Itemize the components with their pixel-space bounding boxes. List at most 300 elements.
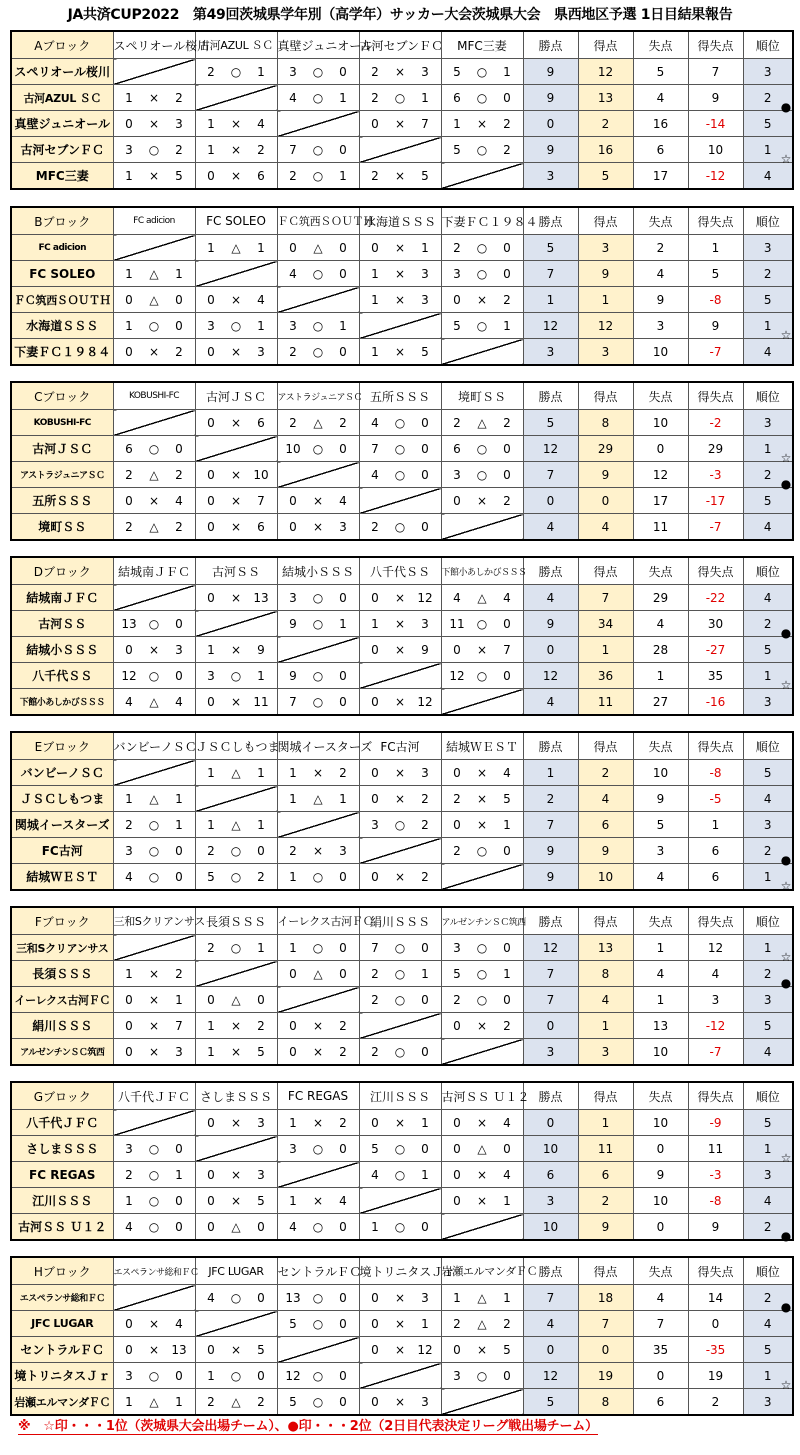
- goal-count: 3: [453, 467, 461, 482]
- match-result: [195, 1363, 277, 1389]
- rank: 5: [743, 488, 793, 514]
- stat-header: 失点: [633, 1082, 688, 1110]
- goal-count: 13: [253, 590, 269, 605]
- goal-count: 0: [339, 694, 347, 709]
- result-symbol: ○: [148, 1368, 160, 1383]
- team-name: 下館小あしかびＳＳＳ: [11, 689, 113, 716]
- stat-header: 得失点: [688, 382, 743, 410]
- goal-count: 2: [503, 116, 511, 131]
- goals-for: 7: [578, 1311, 633, 1337]
- result-symbol: △: [231, 1394, 241, 1409]
- goal-count: 2: [453, 992, 461, 1007]
- result-symbol: ○: [148, 318, 160, 333]
- match-result: [277, 689, 359, 716]
- goal-count: 0: [175, 1219, 183, 1234]
- goal-count: 0: [257, 1219, 265, 1234]
- goal-count: 3: [289, 64, 297, 79]
- result-symbol: ×: [394, 240, 406, 255]
- stat-header: 順位: [743, 207, 793, 235]
- self-match-diagonal: [113, 1110, 195, 1136]
- result-symbol: ×: [394, 1394, 406, 1409]
- match-result: [359, 111, 441, 137]
- stat-header: 順位: [743, 732, 793, 760]
- win-points: 4: [523, 585, 578, 611]
- goal-count: 1: [125, 318, 133, 333]
- goal-difference: -7: [688, 514, 743, 541]
- team-row: [11, 1136, 793, 1162]
- goal-count: 1: [289, 869, 297, 884]
- goal-count: 2: [125, 817, 133, 832]
- goals-against: 1: [633, 987, 688, 1013]
- goal-count: 0: [125, 1018, 133, 1033]
- goal-count: 12: [417, 590, 433, 605]
- team-row: [11, 1162, 793, 1188]
- stat-header: 得点: [578, 732, 633, 760]
- match-result: [113, 786, 195, 812]
- self-match-diagonal: [441, 339, 523, 366]
- rank: 2: [743, 961, 793, 987]
- stat-header: 得失点: [688, 557, 743, 585]
- goal-count: 0: [339, 1141, 347, 1156]
- goal-count: 2: [339, 765, 347, 780]
- match-result: [359, 1389, 441, 1416]
- goal-count: 3: [421, 266, 429, 281]
- match-result: [195, 1162, 277, 1188]
- result-symbol: ×: [230, 590, 242, 605]
- self-match-diagonal: [359, 838, 441, 864]
- stat-header: 失点: [633, 207, 688, 235]
- goal-count: 0: [421, 441, 429, 456]
- goals-for: 6: [578, 812, 633, 838]
- goals-against: 3: [633, 313, 688, 339]
- match-result: [441, 488, 523, 514]
- rank: 1: [743, 137, 793, 163]
- goals-for: 0: [578, 488, 633, 514]
- rank: 3: [743, 689, 793, 716]
- goal-difference: -27: [688, 637, 743, 663]
- rank: 5: [743, 637, 793, 663]
- goal-count: 2: [503, 1316, 511, 1331]
- goal-count: 2: [421, 869, 429, 884]
- rank: 4: [743, 1039, 793, 1066]
- goal-count: 2: [289, 415, 297, 430]
- goals-against: 13: [633, 1013, 688, 1039]
- result-symbol: ○: [394, 1167, 406, 1182]
- goal-count: 5: [207, 869, 215, 884]
- goal-count: 1: [503, 1290, 511, 1305]
- match-result: [441, 838, 523, 864]
- goal-count: 12: [449, 668, 465, 683]
- goal-count: 2: [257, 142, 265, 157]
- goal-count: 5: [421, 168, 429, 183]
- team-name: ＦＣ筑西ＳＯＵＴＨ: [11, 287, 113, 313]
- first-place-star-icon: ☆: [780, 1378, 792, 1392]
- goal-difference: 14: [688, 1285, 743, 1311]
- team-name: 古河ＪＳＣ: [11, 436, 113, 462]
- goals-against: 4: [633, 1285, 688, 1311]
- goals-against: 11: [633, 514, 688, 541]
- goal-count: 2: [371, 966, 379, 981]
- result-symbol: ×: [230, 1342, 242, 1357]
- goal-count: 0: [453, 1342, 461, 1357]
- goal-count: 0: [421, 1141, 429, 1156]
- opponent-header: 結城ＷＥＳＴ: [441, 732, 523, 760]
- rank: 3: [743, 1389, 793, 1416]
- match-result: [441, 611, 523, 637]
- goal-count: 0: [175, 843, 183, 858]
- goal-count: 1: [207, 116, 215, 131]
- result-symbol: ×: [230, 642, 242, 657]
- opponent-header: ＪＳＣしもつま: [195, 732, 277, 760]
- goal-count: 2: [125, 467, 133, 482]
- self-match-diagonal: [359, 1013, 441, 1039]
- rank: 2: [743, 1285, 793, 1311]
- team-row: [11, 488, 793, 514]
- match-result: [359, 287, 441, 313]
- second-place-dot-icon: ●: [780, 477, 792, 491]
- goal-count: 0: [453, 817, 461, 832]
- match-result: [277, 163, 359, 190]
- second-place-dot-icon: ●: [780, 626, 792, 640]
- result-symbol: △: [149, 266, 159, 281]
- match-result: [277, 1311, 359, 1337]
- self-match-diagonal: [195, 786, 277, 812]
- first-place-star-icon: ☆: [780, 451, 792, 465]
- result-symbol: ○: [148, 668, 160, 683]
- team-name: 江川ＳＳＳ: [11, 1188, 113, 1214]
- block-header-row: [11, 382, 793, 410]
- team-name: 真壁ジュニオール: [11, 111, 113, 137]
- second-place-dot-icon: ●: [780, 100, 792, 114]
- block-header-row: [11, 1082, 793, 1110]
- opponent-header: アルゼンチンＳＣ筑西: [441, 907, 523, 935]
- goal-difference: 0: [688, 1311, 743, 1337]
- goal-count: 0: [371, 1115, 379, 1130]
- goal-count: 0: [175, 318, 183, 333]
- result-symbol: ×: [476, 642, 488, 657]
- result-symbol: ×: [230, 1193, 242, 1208]
- result-symbol: ○: [312, 1219, 324, 1234]
- result-symbol: ○: [148, 142, 160, 157]
- match-result: [113, 287, 195, 313]
- win-points: 10: [523, 1214, 578, 1241]
- match-result: [113, 1214, 195, 1241]
- stat-header: 失点: [633, 1257, 688, 1285]
- goal-count: 1: [257, 940, 265, 955]
- result-symbol: ×: [148, 966, 160, 981]
- goal-count: 6: [453, 441, 461, 456]
- self-match-diagonal: [277, 287, 359, 313]
- rank: 5: [743, 760, 793, 786]
- match-result: [195, 1214, 277, 1241]
- goal-count: 0: [207, 292, 215, 307]
- goal-count: 1: [289, 791, 297, 806]
- goals-against: 4: [633, 864, 688, 891]
- goal-difference: 4: [688, 961, 743, 987]
- goal-count: 0: [503, 1141, 511, 1156]
- goal-count: 0: [339, 869, 347, 884]
- goal-count: 1: [371, 344, 379, 359]
- result-symbol: ○: [394, 1141, 406, 1156]
- match-result: [359, 760, 441, 786]
- win-points: 5: [523, 410, 578, 436]
- team-row: [11, 961, 793, 987]
- stat-header: 失点: [633, 557, 688, 585]
- goals-for: 1: [578, 1013, 633, 1039]
- opponent-header: スペリオール桜川: [113, 31, 195, 59]
- win-points: 4: [523, 689, 578, 716]
- goal-count: 9: [257, 642, 265, 657]
- result-symbol: ○: [394, 940, 406, 955]
- opponent-header: 三和Sクリアンサス: [113, 907, 195, 935]
- win-points: 7: [523, 961, 578, 987]
- opponent-header: 境町ＳＳ: [441, 382, 523, 410]
- team-name: 八千代ＳＳ: [11, 663, 113, 689]
- goals-against: 5: [633, 59, 688, 85]
- result-symbol: ×: [148, 1342, 160, 1357]
- goal-count: 3: [421, 1290, 429, 1305]
- team-row: [11, 786, 793, 812]
- goals-against: 1: [633, 663, 688, 689]
- match-result: [195, 864, 277, 891]
- goal-count: 1: [207, 642, 215, 657]
- goals-for: 7: [578, 585, 633, 611]
- goal-count: 0: [421, 940, 429, 955]
- match-result: [113, 1337, 195, 1363]
- goal-count: 3: [125, 843, 133, 858]
- goal-count: 1: [339, 318, 347, 333]
- result-symbol: ×: [394, 616, 406, 631]
- goals-against: 4: [633, 611, 688, 637]
- goal-count: 2: [289, 344, 297, 359]
- team-row: [11, 410, 793, 436]
- win-points: 12: [523, 1363, 578, 1389]
- goal-count: 4: [257, 116, 265, 131]
- goal-count: 0: [207, 467, 215, 482]
- match-result: [277, 585, 359, 611]
- team-row: [11, 436, 793, 462]
- stat-header: 順位: [743, 557, 793, 585]
- opponent-header: 古河AZUL ＳＣ: [195, 31, 277, 59]
- goal-count: 7: [289, 142, 297, 157]
- self-match-diagonal: [277, 462, 359, 488]
- stat-header: 順位: [743, 31, 793, 59]
- goal-count: 1: [289, 1193, 297, 1208]
- match-result: [441, 287, 523, 313]
- result-symbol: ○: [230, 668, 242, 683]
- team-row: [11, 1013, 793, 1039]
- goal-count: 0: [421, 415, 429, 430]
- match-result: [195, 1337, 277, 1363]
- result-symbol: ×: [312, 1193, 324, 1208]
- goals-for: 11: [578, 689, 633, 716]
- goal-difference: 2: [688, 1389, 743, 1416]
- goal-count: 7: [371, 441, 379, 456]
- stat-header: 勝点: [523, 31, 578, 59]
- match-result: [195, 339, 277, 366]
- match-result: [277, 85, 359, 111]
- result-symbol: ○: [476, 240, 488, 255]
- match-result: [113, 313, 195, 339]
- match-result: [113, 436, 195, 462]
- goal-count: 3: [453, 266, 461, 281]
- match-result: [359, 1039, 441, 1066]
- match-result: [277, 59, 359, 85]
- stat-header: 勝点: [523, 382, 578, 410]
- result-symbol: ×: [394, 642, 406, 657]
- goals-for: 19: [578, 1363, 633, 1389]
- match-result: [277, 488, 359, 514]
- result-symbol: ×: [394, 590, 406, 605]
- goal-count: 3: [421, 616, 429, 631]
- goal-count: 1: [125, 266, 133, 281]
- match-result: [195, 838, 277, 864]
- match-result: [359, 235, 441, 261]
- goals-against: 4: [633, 961, 688, 987]
- goal-count: 5: [257, 1342, 265, 1357]
- goal-count: 0: [175, 441, 183, 456]
- result-symbol: ○: [148, 1219, 160, 1234]
- team-name: 三和Sクリアンサス: [11, 935, 113, 961]
- goal-count: 13: [121, 616, 137, 631]
- stat-header: 得失点: [688, 31, 743, 59]
- match-result: [277, 137, 359, 163]
- team-row: [11, 611, 793, 637]
- goal-count: 0: [371, 765, 379, 780]
- goal-count: 1: [175, 1167, 183, 1182]
- goal-count: 3: [421, 64, 429, 79]
- goal-count: 2: [125, 519, 133, 534]
- team-name: イーレクス古河ＦＣ: [11, 987, 113, 1013]
- match-result: [277, 339, 359, 366]
- goal-count: 0: [371, 1290, 379, 1305]
- goal-count: 3: [125, 142, 133, 157]
- opponent-header: FC SOLEO: [195, 207, 277, 235]
- goal-count: 0: [371, 590, 379, 605]
- page-title: JA共済CUP2022 第49回茨城県学年別（高学年）サッカー大会茨城県大会 県西地区予選 1日目結果報告: [67, 7, 733, 23]
- win-points: 4: [523, 1311, 578, 1337]
- win-points: 0: [523, 111, 578, 137]
- win-points: 0: [523, 637, 578, 663]
- block-header-row: [11, 732, 793, 760]
- stat-header: 得失点: [688, 1257, 743, 1285]
- result-symbol: ○: [230, 843, 242, 858]
- goal-difference: 29: [688, 436, 743, 462]
- stat-header: 勝点: [523, 557, 578, 585]
- result-symbol: ×: [148, 90, 160, 105]
- goal-count: 2: [453, 791, 461, 806]
- match-result: [195, 812, 277, 838]
- goal-count: 3: [421, 292, 429, 307]
- result-symbol: ×: [394, 869, 406, 884]
- goal-difference: -7: [688, 1039, 743, 1066]
- team-row: [11, 1337, 793, 1363]
- self-match-diagonal: [441, 163, 523, 190]
- team-name: 長須ＳＳＳ: [11, 961, 113, 987]
- self-match-diagonal: [113, 935, 195, 961]
- block-table: [10, 206, 794, 366]
- team-row: [11, 838, 793, 864]
- rank: 2: [743, 462, 793, 488]
- result-symbol: ×: [394, 64, 406, 79]
- win-points: 7: [523, 261, 578, 287]
- match-result: [195, 689, 277, 716]
- team-name: 岩瀬エルマンダＦＣ: [11, 1389, 113, 1416]
- second-place-dot-icon: ●: [780, 853, 792, 867]
- result-symbol: ○: [148, 441, 160, 456]
- rank: 1: [743, 663, 793, 689]
- result-symbol: ×: [230, 415, 242, 430]
- result-symbol: ○: [312, 168, 324, 183]
- goal-count: 0: [339, 64, 347, 79]
- result-symbol: ×: [476, 765, 488, 780]
- block-name: Bブロック: [11, 207, 113, 235]
- result-symbol: ○: [148, 843, 160, 858]
- goal-count: 0: [257, 843, 265, 858]
- self-match-diagonal: [113, 1285, 195, 1311]
- match-result: [359, 987, 441, 1013]
- goals-for: 18: [578, 1285, 633, 1311]
- opponent-header: 絹川ＳＳＳ: [359, 907, 441, 935]
- goals-against: 29: [633, 585, 688, 611]
- result-symbol: ×: [394, 168, 406, 183]
- result-symbol: ×: [312, 843, 324, 858]
- self-match-diagonal: [441, 1214, 523, 1241]
- match-result: [113, 663, 195, 689]
- opponent-header: JFC LUGAR: [195, 1257, 277, 1285]
- goal-count: 0: [257, 1290, 265, 1305]
- goal-count: 1: [421, 1115, 429, 1130]
- win-points: 0: [523, 1110, 578, 1136]
- match-result: [113, 987, 195, 1013]
- block-header-row: [11, 207, 793, 235]
- goal-count: 4: [289, 266, 297, 281]
- result-symbol: ○: [312, 441, 324, 456]
- result-symbol: ×: [230, 292, 242, 307]
- goal-count: 12: [121, 668, 137, 683]
- result-symbol: ×: [230, 168, 242, 183]
- goal-count: 4: [453, 590, 461, 605]
- team-row: [11, 1110, 793, 1136]
- goal-count: 2: [339, 1115, 347, 1130]
- goals-against: 28: [633, 637, 688, 663]
- goal-count: 13: [285, 1290, 301, 1305]
- goal-difference: 7: [688, 59, 743, 85]
- result-symbol: ○: [312, 1394, 324, 1409]
- goal-count: 0: [207, 590, 215, 605]
- goals-for: 9: [578, 838, 633, 864]
- goal-difference: -17: [688, 488, 743, 514]
- goal-difference: 6: [688, 864, 743, 891]
- goal-count: 1: [257, 318, 265, 333]
- match-result: [359, 1136, 441, 1162]
- result-symbol: ○: [476, 992, 488, 1007]
- result-symbol: △: [149, 467, 159, 482]
- second-place-dot-icon: ●: [780, 1300, 792, 1314]
- goal-count: 0: [339, 1368, 347, 1383]
- goal-count: 2: [453, 843, 461, 858]
- goal-count: 5: [503, 791, 511, 806]
- match-result: [277, 1110, 359, 1136]
- team-name: ＪＳＣしもつま: [11, 786, 113, 812]
- goal-count: 0: [289, 519, 297, 534]
- goal-count: 0: [371, 1394, 379, 1409]
- team-row: [11, 935, 793, 961]
- rank: 3: [743, 812, 793, 838]
- goal-count: 1: [257, 64, 265, 79]
- match-result: [195, 987, 277, 1013]
- goal-difference: 1: [688, 812, 743, 838]
